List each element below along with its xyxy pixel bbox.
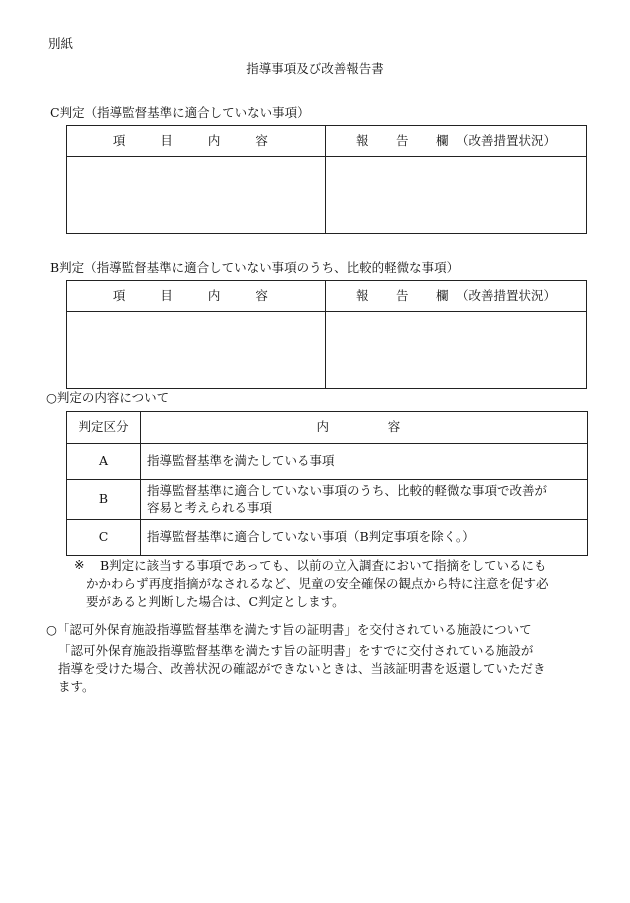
b-report-table <box>66 280 587 389</box>
judgement-heading: ○判定の内容について <box>46 390 170 405</box>
judgement-col-class: 判定区分 <box>67 412 141 444</box>
judgement-desc-b: 指導監督基準に適合していない事項のうち、比較的軽微な事項で改善が 容易と考えられる事項 <box>141 480 588 520</box>
b-col-item: 項 目 内 容 <box>67 281 326 312</box>
b-item-cell <box>67 312 326 389</box>
c-item-cell <box>67 157 326 234</box>
judgement-desc-a: 指導監督基準を満たしている事項 <box>141 444 588 480</box>
judgement-desc-c: 指導監督基準に適合していない事項（B判定事項を除く。） <box>141 520 588 556</box>
page-title: 指導事項及び改善報告書 <box>246 61 384 76</box>
judgement-table <box>66 411 588 556</box>
b-report-cell <box>326 312 587 389</box>
certificate-line1: 「認可外保育施設指導監督基準を満たす旨の証明書」をすでに交付されている施設が <box>58 643 534 658</box>
note-line1: B判定に該当する事項であっても、以前の立入調査において指摘をしているにも <box>100 558 547 573</box>
note-mark: ※ <box>74 557 85 572</box>
judgement-class-b: B <box>67 480 141 520</box>
judgement-class-a: A <box>67 444 141 480</box>
certificate-line2: 指導を受けた場合、改善状況の確認ができないときは、当該証明書を返還していただき <box>58 661 546 676</box>
table-row <box>67 444 588 480</box>
certificate-heading: ○「認可外保育施設指導監督基準を満たす旨の証明書」を交付されている施設について <box>46 622 532 637</box>
c-col-item: 項 目 内 容 <box>67 126 326 157</box>
c-col-report: 報 告 欄（改善措置状況） <box>326 126 587 157</box>
b-section-heading: B判定（指導監督基準に適合していない事項のうち、比較的軽微な事項） <box>50 260 460 275</box>
note-line2: かかわらず再度指摘がなされるなど、児童の安全確保の観点から特に注意を促す必 <box>86 576 549 591</box>
c-report-cell <box>326 157 587 234</box>
note-line3: 要があると判断した場合は、C判定とします。 <box>86 594 345 609</box>
c-section-heading: C判定（指導監督基準に適合していない事項） <box>50 105 310 120</box>
table-row <box>67 520 588 556</box>
table-row <box>67 480 588 520</box>
b-col-report: 報 告 欄（改善措置状況） <box>326 281 587 312</box>
judgement-col-content: 内 容 <box>141 412 588 444</box>
certificate-line3: ます。 <box>58 679 95 694</box>
judgement-class-c: C <box>67 520 141 556</box>
attachment-label: 別紙 <box>48 36 74 51</box>
c-report-table <box>66 125 587 234</box>
